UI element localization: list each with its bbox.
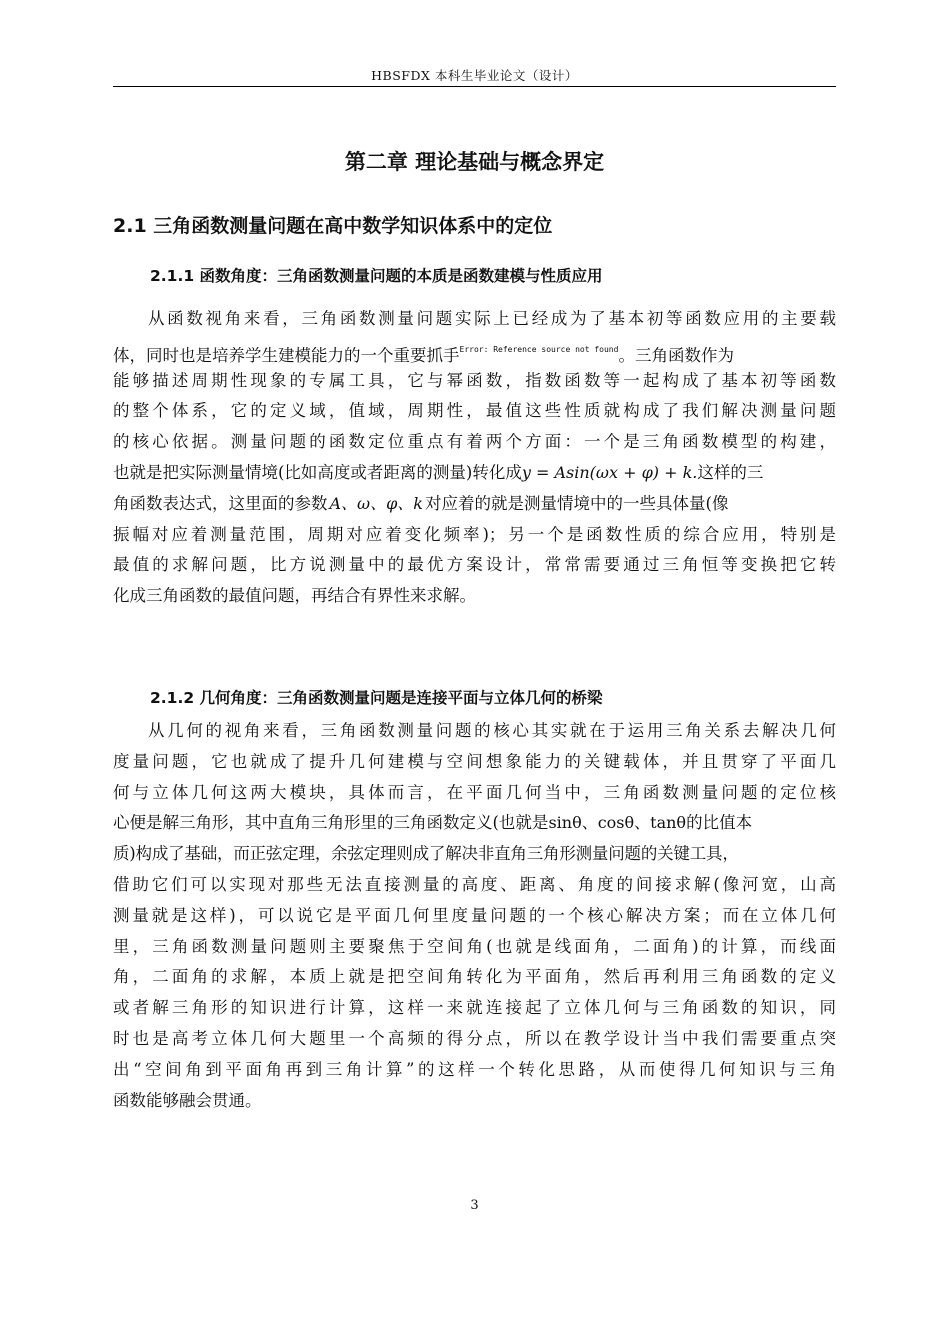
subsection-heading-1: 2.1.1 函数角度：三角函数测量问题的本质是函数建模与性质应用 bbox=[150, 267, 603, 285]
header-divider bbox=[113, 86, 836, 87]
line-text: 的比值本 bbox=[686, 813, 753, 833]
subsection-heading-2: 2.1.2 几何角度：三角函数测量问题是连接平面与立体几何的桥梁 bbox=[150, 689, 603, 707]
paragraph-line: 质)构成了基础，而正弦定理，余弦定理则成了解决非直角三角形测量问题的关键工具， bbox=[113, 844, 739, 864]
paragraph-line: 从函数视角来看，三角函数测量问题实际上已经成为了基本初等函数应用的主要载 bbox=[148, 309, 836, 328]
line-text: 心便是解三角形，其中直角三角形里的三角函数定义(也就是 bbox=[113, 813, 549, 833]
paragraph-line: 里，三角函数测量问题则主要聚焦于空间角(也就是线面角，二面角)的计算，而线面 bbox=[113, 936, 836, 956]
paragraph-line: 化成三角函数的最值问题，再结合有界性来求解。 bbox=[113, 586, 476, 606]
line-text: 这样的三 bbox=[697, 462, 764, 482]
paragraph-line: 的核心依据。测量问题的函数定位重点有着两个方面：一个是三角函数模型的构建， bbox=[113, 432, 836, 452]
paragraph-line bbox=[113, 808, 836, 839]
paragraph-line: 度量问题，它也就成了提升几何建模与空间想象能力的关键载体，并且贯穿了平面几 bbox=[113, 751, 836, 771]
paragraph-line: 何与立体几何这两大模块，具体而言，在平面几何当中，三角函数测量问题的定位核 bbox=[113, 782, 836, 802]
paragraph-line bbox=[113, 458, 836, 489]
paragraph-line: 或者解三角形的知识进行计算，这样一来就连接起了立体几何与三角函数的知识，同 bbox=[113, 998, 836, 1018]
paragraph-line bbox=[113, 489, 836, 520]
paragraph-line: 最值的求解问题，比方说测量中的最优方案设计，常常需要通过三角恒等变换把它转 bbox=[113, 555, 836, 575]
citation-error-ref: Error: Reference source not found bbox=[459, 344, 619, 354]
line-text: 体，同时也是培养学生建模能力的一个重要抓手 bbox=[113, 345, 460, 365]
paragraph-line: 角，二面角的求解，本质上就是把空间角转化为平面角，然后再利用三角函数的定义 bbox=[113, 967, 836, 987]
paragraph-line: 借助它们可以实现对那些无法直接测量的高度、距离、角度的间接求解(像河宽，山高 bbox=[113, 874, 836, 894]
formula-trig-ratios: sinθ、cosθ、tanθ bbox=[548, 813, 687, 833]
paragraph-line: 的整个体系，它的定义域，值域，周期性，最值这些性质就构成了我们解决测量问题 bbox=[113, 401, 836, 421]
paragraph-line: 振幅对应着测量范围，周期对应着变化频率)；另一个是函数性质的综合应用，特别是 bbox=[113, 524, 836, 544]
line-text: 对应着的就是测量情境中的一些具体量(像 bbox=[425, 493, 729, 513]
line-text: 。三角函数作为 bbox=[618, 345, 734, 365]
paragraph-geometry-view bbox=[113, 716, 836, 1116]
paragraph-line: 时也是高考立体几何大题里一个高频的得分点，所以在教学设计当中我们需要重点突 bbox=[113, 1028, 836, 1048]
formula-parameters: A、ω、φ、k bbox=[329, 493, 424, 513]
paragraph-line bbox=[113, 335, 836, 366]
paragraph-line: 能够描述周期性现象的专属工具，它与幂函数，指数函数等一起构成了基本初等函数 bbox=[113, 370, 836, 390]
paragraph-line: 测量就是这样)，可以说它是平面几何里度量问题的一个核心解决方案；而在立体几何 bbox=[113, 905, 836, 925]
running-header: HBSFDX 本科生毕业论文（设计） bbox=[371, 68, 578, 83]
section-heading: 2.1 三角函数测量问题在高中数学知识体系中的定位 bbox=[113, 215, 553, 237]
chapter-title: 第二章 理论基础与概念界定 bbox=[344, 150, 605, 174]
line-text: 角函数表达式，这里面的参数 bbox=[113, 493, 328, 513]
page-number: 3 bbox=[470, 1198, 479, 1213]
paragraph-line: 从几何的视角来看，三角函数测量问题的核心其实就在于运用三角关系去解决几何 bbox=[148, 721, 836, 740]
paragraph-function-view bbox=[113, 304, 836, 612]
paragraph-line: 函数能够融会贯通。 bbox=[113, 1090, 262, 1110]
line-text: 也就是把实际测量情境(比如高度或者距离的测量)转化成 bbox=[113, 462, 522, 482]
paragraph-line: 出“空间角到平面角再到三角计算”的这样一个转化思路，从而使得几何知识与三角 bbox=[113, 1059, 836, 1079]
formula-sinusoid: y = Asin(ωx + φ) + k. bbox=[521, 462, 698, 482]
